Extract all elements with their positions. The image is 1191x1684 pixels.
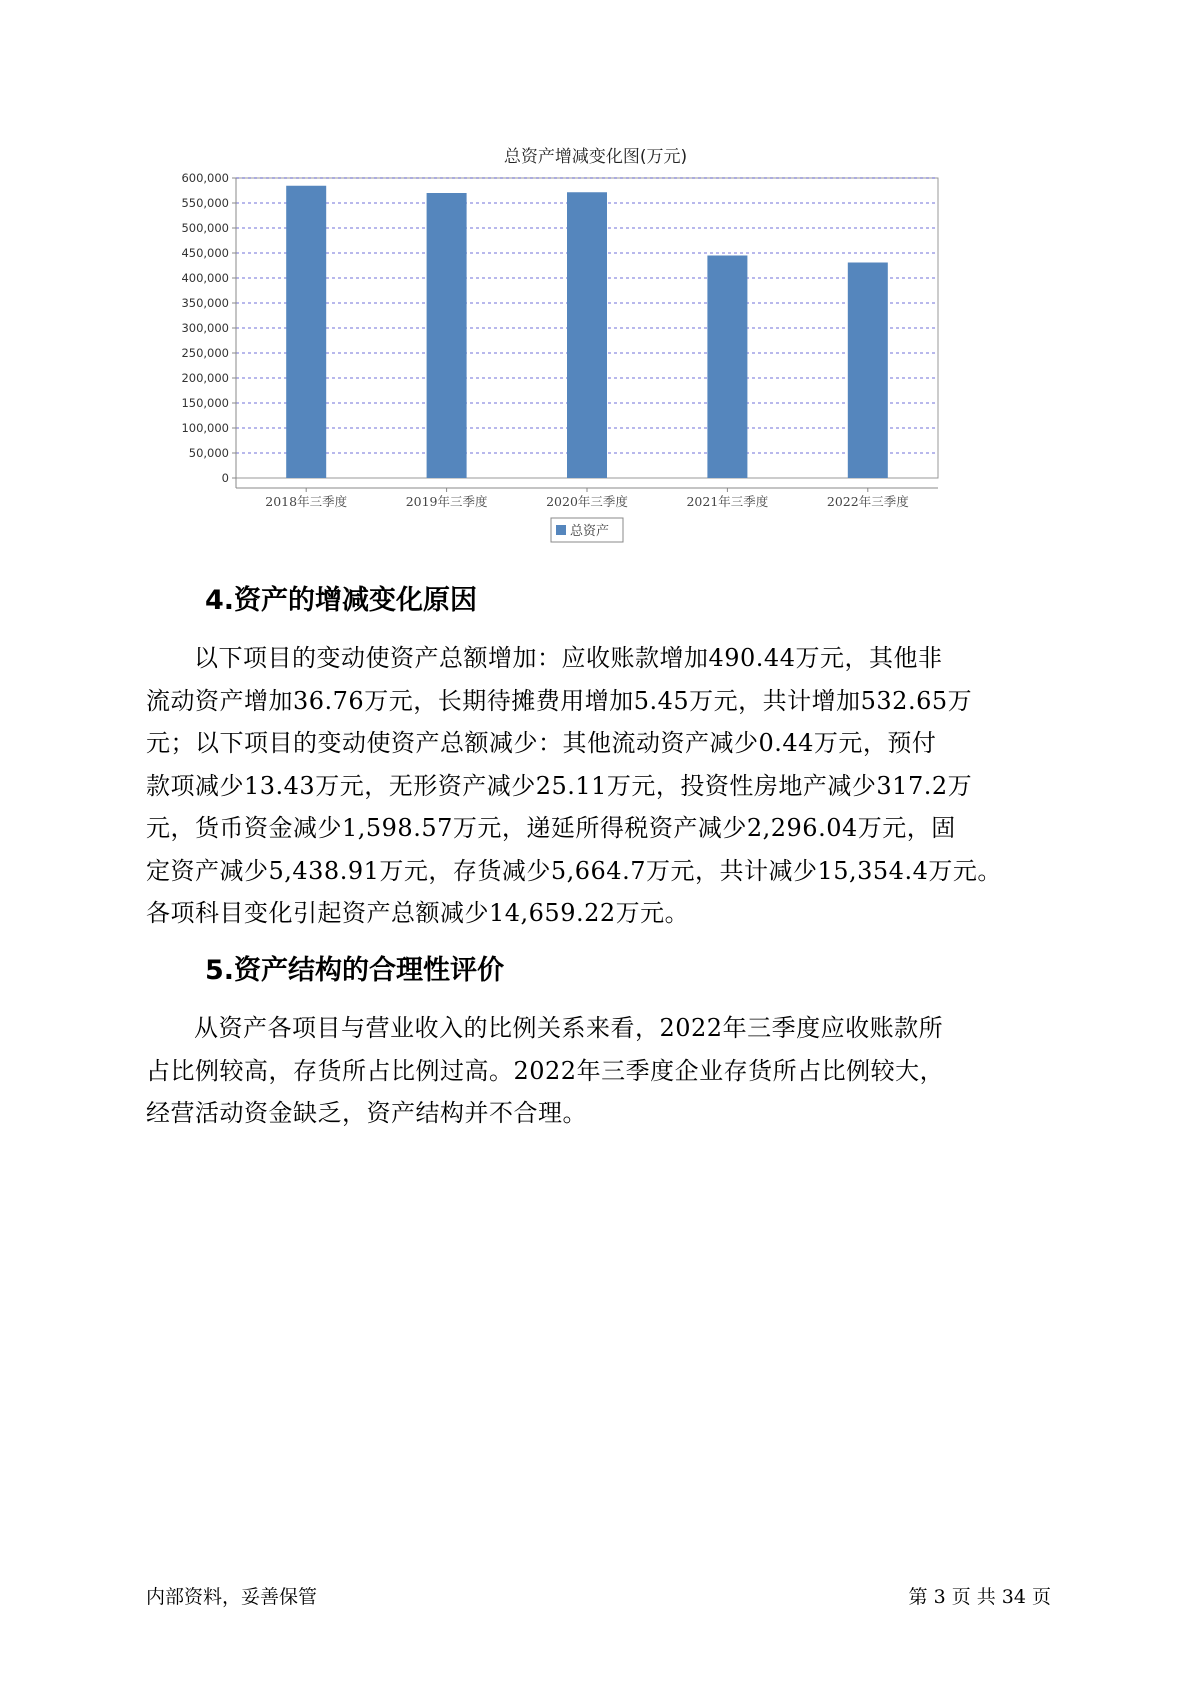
x-tick-label: 2018年三季度 [265,494,348,509]
y-tick-label: 300,000 [181,321,229,335]
y-tick-label: 450,000 [181,246,229,260]
paragraph-line: 各项科目变化引起资产总额减少14,659.22万元。 [146,899,690,927]
section-4-heading: 4.资产的增减变化原因 [205,585,478,616]
y-tick-label: 550,000 [181,196,229,210]
paragraph-line: 占比例较高，存货所占比例过高。2022年三季度企业存货所占比例较大， [146,1056,945,1085]
bar [707,256,747,479]
x-tick-label: 2022年三季度 [826,494,909,509]
section-5-heading: 5.资产结构的合理性评价 [205,955,505,986]
paragraph-line: 以下项目的变动使资产总额增加：应收账款增加490.44万元，其他非 [194,644,943,672]
footer-page-number: 第 3 页 共 34 页 [908,1586,1051,1608]
x-tick-label: 2019年三季度 [405,494,488,509]
section-4-paragraph [146,637,1046,935]
y-tick-label: 500,000 [181,221,229,235]
footer-confidential-note: 内部资料，妥善保管 [146,1586,318,1608]
y-tick-label: 0 [221,471,229,485]
bar [286,186,326,478]
bar [427,193,467,478]
paragraph-line: 流动资产增加36.76万元，长期待摊费用增加5.45万元，共计增加532.65万 [146,686,973,715]
paragraph-line: 从资产各项目与营业收入的比例关系来看，2022年三季度应收账款所 [194,1014,944,1042]
bar [848,263,888,479]
y-tick-label: 50,000 [188,446,229,460]
x-tick-label: 2020年三季度 [546,494,628,509]
paragraph-line: 款项减少13.43万元，无形资产减少25.11万元，投资性房地产减少317.2万 [146,771,973,800]
y-tick-label: 350,000 [181,296,229,310]
y-tick-label: 600,000 [181,172,229,185]
legend-swatch [556,525,566,535]
y-tick-label: 150,000 [181,396,229,410]
paragraph-line: 元；以下项目的变动使资产总额减少：其他流动资产减少0.44万元，预付 [146,729,937,757]
legend-label: 总资产 [570,524,610,539]
bar [567,192,607,478]
y-tick-label: 200,000 [181,371,229,385]
total-assets-bar-chart [160,172,960,552]
y-tick-label: 400,000 [181,271,229,285]
paragraph-line: 定资产减少5,438.91万元，存货减少5,664.7万元，共计减少15,354.4万元。 [146,856,1002,885]
section-5-paragraph [146,1007,1046,1135]
y-tick-label: 100,000 [181,421,229,435]
paragraph-line: 经营活动资金缺乏，资产结构并不合理。 [146,1099,587,1127]
paragraph-line: 元，货币资金减少1,598.57万元，递延所得税资产减少2,296.04万元，固 [146,814,956,842]
x-tick-label: 2021年三季度 [686,494,769,509]
chart-title: 总资产增减变化图(万元) [503,147,688,167]
y-tick-label: 250,000 [181,346,229,360]
